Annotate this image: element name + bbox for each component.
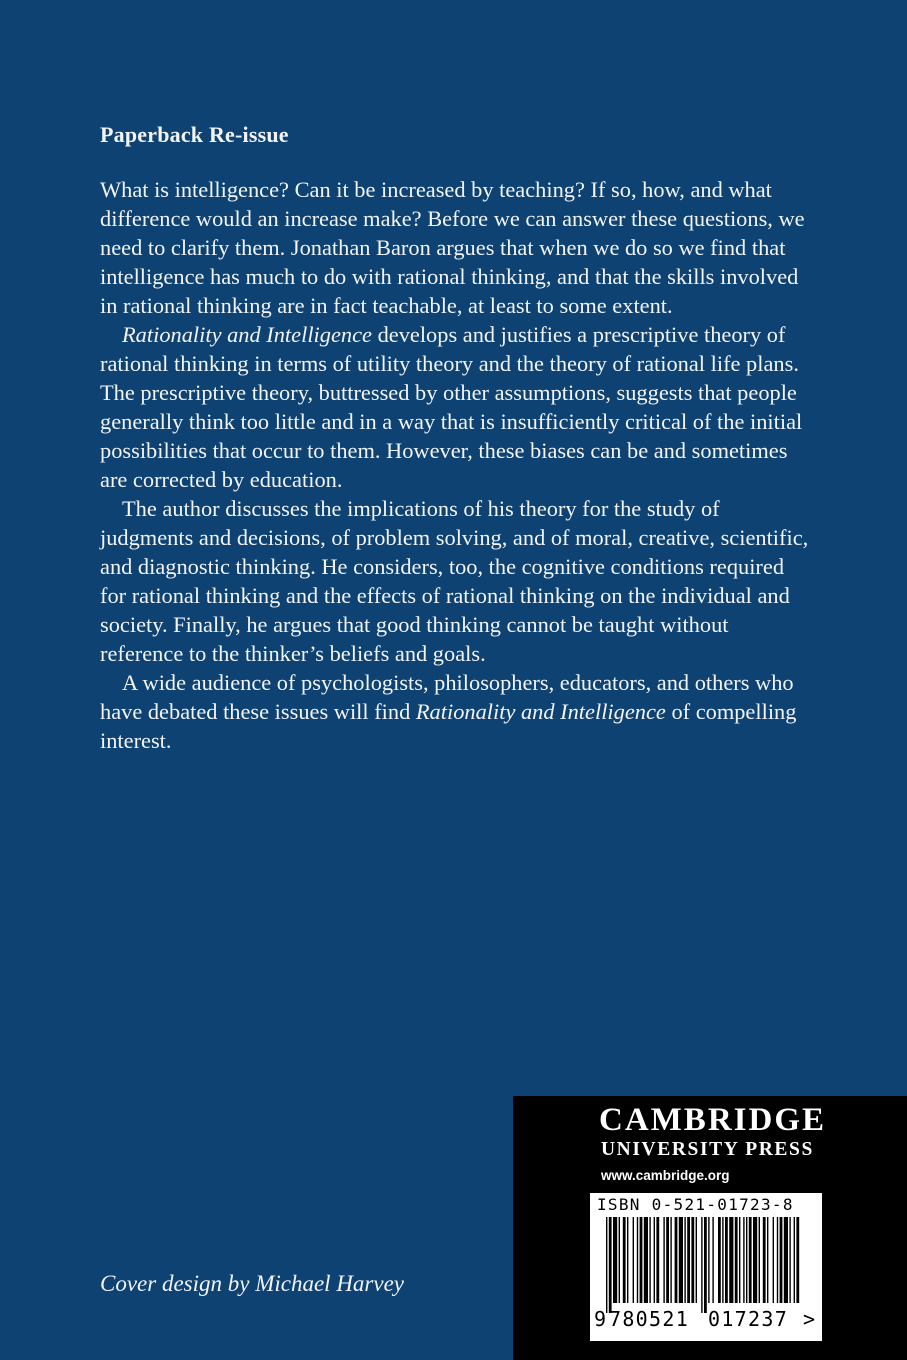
barcode-bar xyxy=(656,1217,659,1303)
barcode-bar xyxy=(613,1217,617,1303)
barcode-bar xyxy=(780,1217,783,1303)
barcode-bar xyxy=(725,1217,728,1303)
barcode-bar xyxy=(675,1217,678,1303)
barcode-bar xyxy=(644,1217,648,1303)
barcode-bar xyxy=(649,1217,650,1303)
barcode-card xyxy=(590,1193,822,1341)
ean-left-digits: 780521 xyxy=(609,1307,690,1331)
ean-right-digits: 017237 xyxy=(708,1307,789,1331)
barcode-bar xyxy=(763,1217,766,1303)
barcode-bar xyxy=(640,1217,643,1303)
barcode-bar xyxy=(696,1217,697,1303)
barcode-bar xyxy=(794,1217,795,1303)
barcode-bar xyxy=(759,1217,760,1303)
barcode-bar xyxy=(606,1217,607,1313)
barcode-graphic xyxy=(590,1217,822,1315)
barcode-bar xyxy=(729,1217,733,1303)
section-heading: Paperback Re-issue xyxy=(100,122,289,147)
publisher-panel xyxy=(513,1096,907,1360)
publisher-logo-subname: UNIVERSITY PRESS xyxy=(601,1139,814,1160)
barcode-bar xyxy=(701,1217,702,1313)
barcode-bar xyxy=(679,1217,683,1303)
barcode-bar xyxy=(749,1217,752,1303)
barcode-bar xyxy=(753,1217,757,1303)
barcode-bar xyxy=(691,1217,694,1303)
barcode-bar xyxy=(796,1217,799,1303)
blurb-paragraph-1: What is intelligence? Can it be increased by teaching? If so, how, and what difference would an increase make? Before we can answer these questions, we need to clarify them. Jonathan Baron argues that when we do so we find that intelligence has much to do with rational thinking, and that the skills involved in rational thinking are in fact teachable, at least to some extent. xyxy=(100,177,805,318)
barcode-bar xyxy=(789,1217,790,1303)
barcode-bar xyxy=(609,1217,612,1313)
isbn-label: ISBN 0-521-01723-8 xyxy=(597,1195,794,1214)
blurb-paragraph-2 xyxy=(100,320,812,494)
barcode-bar xyxy=(718,1217,721,1303)
cover-design-credit: Cover design by Michael Harvey xyxy=(100,1271,405,1296)
blurb-paragraph-3: The author discusses the implications of his theory for the study of judgments and decisions, of problem solving, and of moral, creative, scientific, and diagnostic thinking. He considers, too, the cognitive conditions required for rational thinking and the effects of rational thinking on the individual and society. Finally, he argues that good thinking cannot be taught without reference to the thinker’s beliefs and goals. xyxy=(100,496,809,666)
barcode-bar xyxy=(743,1217,744,1303)
barcode-bar xyxy=(722,1217,723,1303)
barcode-bar xyxy=(746,1217,747,1303)
book-title-italic: Rationality and Intelligence xyxy=(415,699,666,724)
barcode-bar xyxy=(637,1217,638,1303)
barcode-bar xyxy=(712,1217,713,1303)
book-title-italic: Rationality and Intelligence xyxy=(122,322,372,347)
publisher-url: www.cambridge.org xyxy=(601,1168,730,1183)
ean-first-digit: 9 xyxy=(594,1307,607,1331)
barcode-bar xyxy=(666,1217,669,1303)
blurb-paragraph-4 xyxy=(100,668,812,755)
barcode-bar xyxy=(767,1217,768,1303)
barcode-bar xyxy=(784,1217,788,1303)
barcode-bar xyxy=(704,1217,707,1313)
barcode-bar xyxy=(663,1217,664,1303)
barcode-bar xyxy=(623,1217,626,1303)
barcode-bar xyxy=(687,1217,690,1303)
blurb-paragraph-4-start: A wide audience of psychologists, philosophers, educators, and others who have debated these issues will find xyxy=(100,670,794,724)
barcode-bar xyxy=(773,1217,774,1303)
barcode-bar xyxy=(739,1217,740,1303)
blurb-text xyxy=(100,175,812,755)
blurb-paragraph-4-end: of compelling interest. xyxy=(100,699,797,753)
barcode-bar xyxy=(619,1217,620,1303)
publisher-logo-name: CAMBRIDGE xyxy=(599,1102,827,1138)
barcode-bar xyxy=(670,1217,671,1303)
barcode-bar xyxy=(735,1217,738,1303)
barcode-bar xyxy=(627,1217,628,1303)
blurb-paragraph-2-text: develops and justifies a prescriptive theory of rational thinking in terms of utility theory and the theory of rational life plans. The prescriptive theory, buttressed by other assumptions, suggests that people generally think too little and in a way that is insufficiently critical of the initial possibilities that occur to them. However, these biases can be and sometimes are corrected by education. xyxy=(100,322,803,492)
barcode-bar xyxy=(654,1217,655,1303)
barcode-bar xyxy=(708,1217,709,1303)
barcode-bar xyxy=(684,1217,685,1303)
ean-quiet-zone-marker: > xyxy=(803,1307,816,1331)
barcode-bar xyxy=(777,1217,778,1303)
barcode-bar xyxy=(633,1217,634,1303)
